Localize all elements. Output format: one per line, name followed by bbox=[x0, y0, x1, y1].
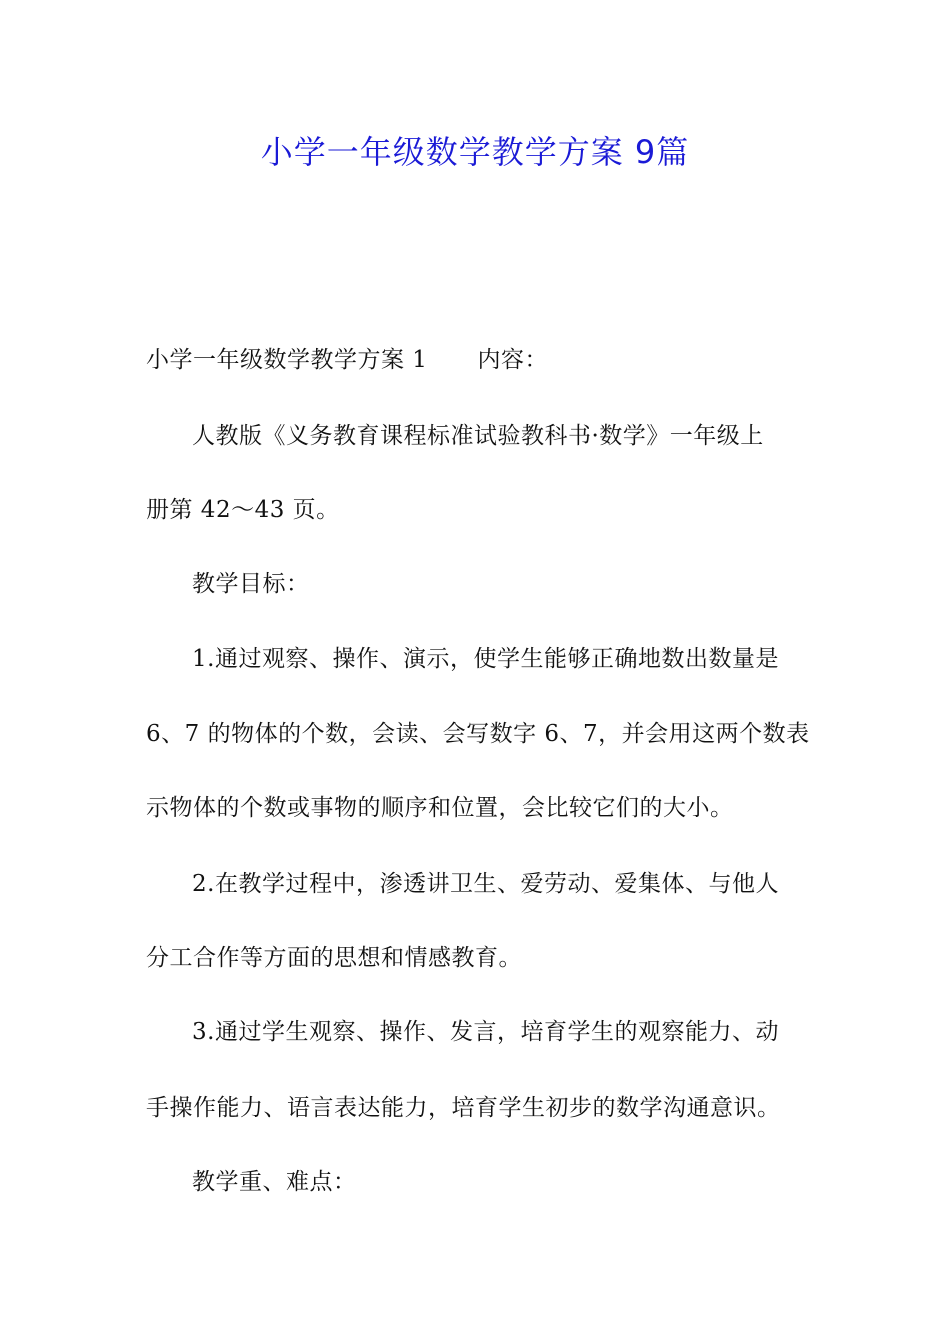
paragraph-line: 手操作能力、语言表达能力，培育学生初步的数学沟通意识。 bbox=[146, 1095, 781, 1121]
section-label: 内容： bbox=[477, 347, 548, 373]
document-title: 小学一年级数学教学方案 9篇 bbox=[260, 133, 690, 171]
paragraph-line: 分工合作等方面的思想和情感教育。 bbox=[146, 945, 522, 971]
paragraph-line: 示物体的个数或事物的顺序和位置，会比较它们的大小。 bbox=[146, 795, 734, 821]
paragraph-line: 6、7 的物体的个数，会读、会写数字 6、7，并会用这两个数表 bbox=[146, 721, 810, 747]
subheading-key-points: 教学重、难点： bbox=[192, 1169, 357, 1195]
subheading-teaching-goals: 教学目标： bbox=[192, 571, 310, 597]
paragraph-line: 人教版《义务教育课程标准试验教科书·数学》一年级上 bbox=[192, 423, 764, 449]
section-heading-row bbox=[146, 342, 548, 378]
paragraph-line: 1.通过观察、操作、演示，使学生能够正确地数出数量是 bbox=[192, 646, 779, 672]
paragraph-line: 3.通过学生观察、操作、发言，培育学生的观察能力、动 bbox=[192, 1019, 779, 1045]
paragraph-line: 册第 42～43 页。 bbox=[146, 497, 340, 523]
section-heading: 小学一年级数学教学方案 1 bbox=[146, 347, 428, 373]
paragraph-line: 2.在教学过程中，渗透讲卫生、爱劳动、爱集体、与他人 bbox=[192, 871, 779, 897]
